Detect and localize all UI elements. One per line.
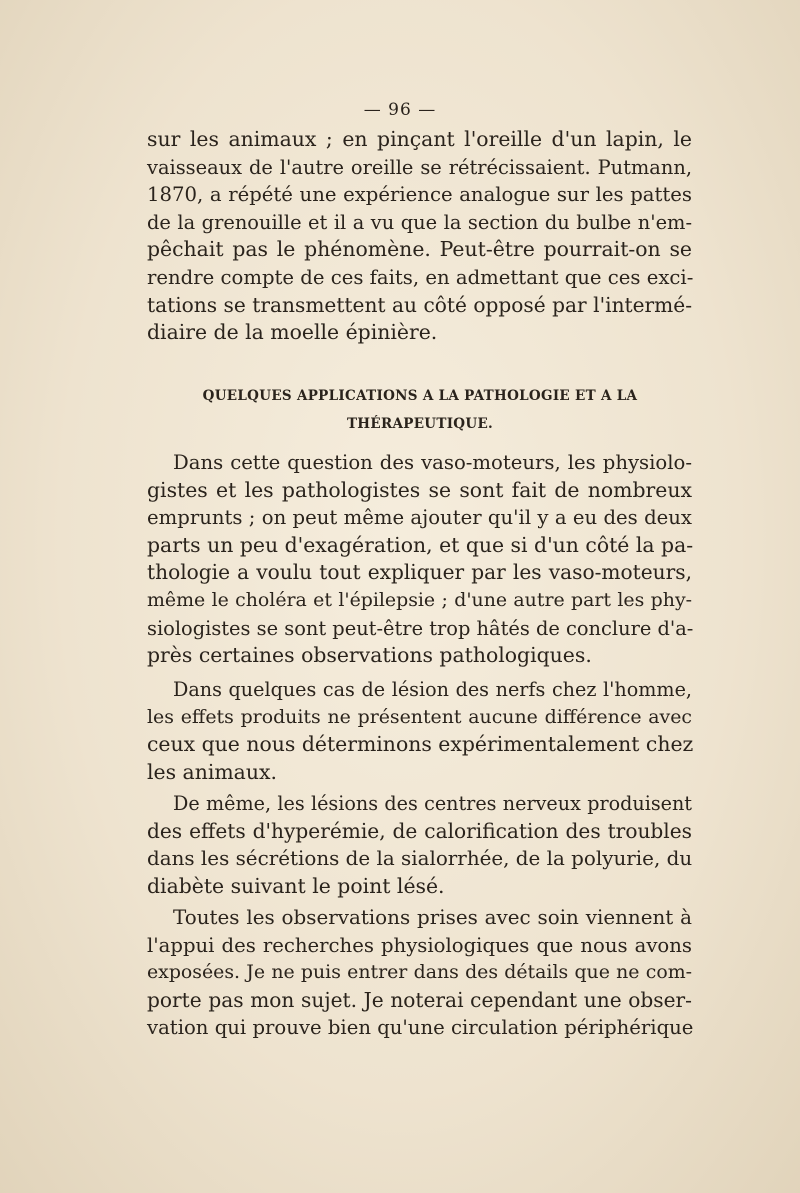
text-line: les animaux. bbox=[147, 759, 277, 784]
text-line: diaire de la moelle épinière. bbox=[147, 320, 438, 345]
paragraph-continuation bbox=[147, 126, 692, 347]
text-line: des effets d'hyperémie, de calorification des troubles bbox=[147, 818, 692, 843]
text-line: dans les sécrétions de la sialorrhée, de la polyurie, du bbox=[147, 847, 693, 871]
text-line: gistes et les pathologistes se sont fait de nombreux bbox=[147, 477, 692, 502]
text-line: De même, les lésions des centres nerveux produisent bbox=[173, 792, 692, 815]
text-line: pêchait pas le phénomène. Peut-être pourrait-on se bbox=[147, 237, 692, 262]
page-number: — 96 — bbox=[363, 100, 437, 120]
paragraph bbox=[147, 449, 692, 670]
text-line: exposées. Je ne puis entrer dans des détails que ne com- bbox=[147, 961, 692, 984]
text-line: porte pas mon sujet. Je noterai cependant une obser- bbox=[147, 987, 692, 1012]
text-line: de la grenouille et il a vu que la section du bulbe n'em- bbox=[147, 210, 692, 234]
text-line: vation qui prouve bien qu'une circulation périphérique bbox=[147, 1016, 694, 1040]
text-line: les effets produits ne présentent aucune différence avec bbox=[147, 705, 692, 728]
text-line: tations se transmettent au côté opposé par l'intermé- bbox=[147, 292, 692, 317]
text-line: siologistes se sont peut-être trop hâtés de conclure d'a- bbox=[147, 616, 694, 640]
paragraph bbox=[147, 790, 692, 900]
section-heading bbox=[150, 382, 690, 438]
text-line: même le choléra et l'épilepsie ; d'une autre part les phy- bbox=[147, 588, 692, 611]
section-heading-line: QUELQUES APPLICATIONS A LA PATHOLOGIE ET A LA bbox=[202, 388, 638, 404]
text-line: vaisseaux de l'autre oreille se rétrécissaient. Putmann, bbox=[147, 155, 692, 179]
text-line: Toutes les observations prises avec soin viennent à bbox=[173, 906, 692, 929]
text-line: près certaines observations pathologiques. bbox=[147, 643, 592, 668]
text-line: l'appui des recherches physiologiques que nous avons bbox=[147, 933, 692, 957]
text-line: Dans quelques cas de lésion des nerfs chez l'homme, bbox=[173, 678, 692, 701]
paragraph bbox=[147, 676, 692, 786]
text-line: diabète suivant le point lésé. bbox=[147, 873, 445, 898]
paragraph bbox=[147, 904, 692, 1042]
text-line: parts un peu d'exagération, et que si d'un côté la pa- bbox=[147, 532, 694, 557]
text-line: 1870, a répété une expérience analogue sur les pattes bbox=[147, 183, 692, 207]
text-line: sur les animaux ; en pinçant l'oreille d'un lapin, le bbox=[147, 127, 692, 151]
section-heading-line: THÉRAPEUTIQUE. bbox=[346, 416, 494, 432]
text-line: rendre compte de ces faits, en admettant que ces exci- bbox=[147, 265, 694, 289]
text-line: emprunts ; on peut même ajouter qu'il y a eu des deux bbox=[147, 506, 692, 530]
text-line: ceux que nous déterminons expérimentalement chez bbox=[147, 732, 694, 757]
text-line: thologie a voulu tout expliquer par les vaso-moteurs, bbox=[147, 560, 692, 585]
text-line: Dans cette question des vaso-moteurs, les physiolo- bbox=[173, 451, 692, 474]
